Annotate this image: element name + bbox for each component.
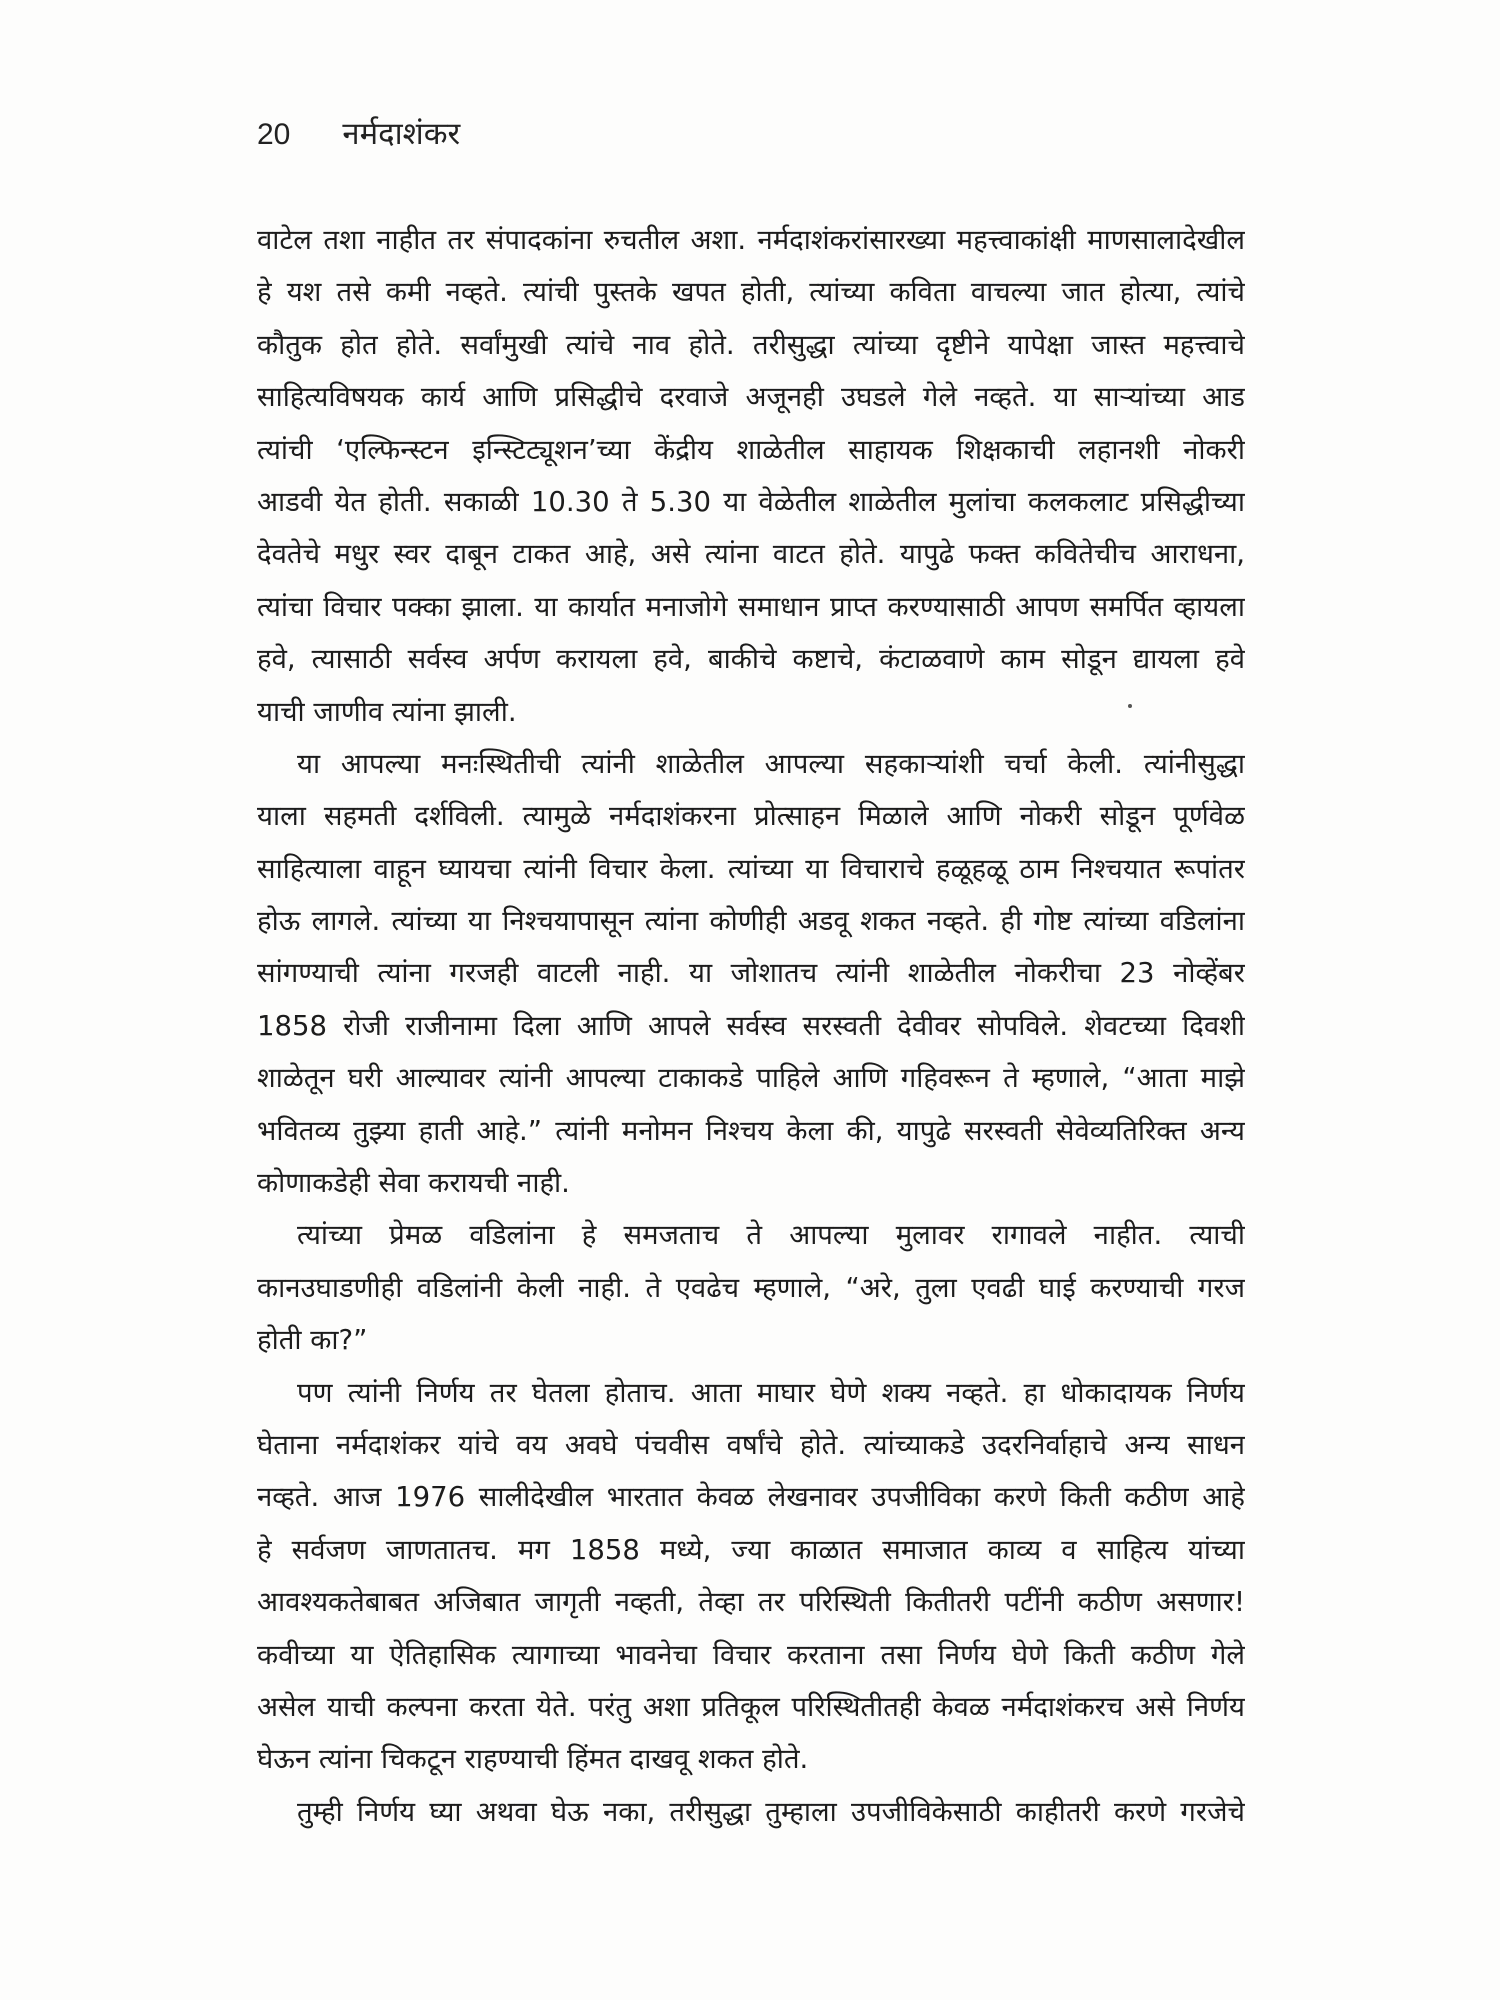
text-line: याला सहमती दर्शविली. त्यामुळे नर्मदाशंकरना प्रोत्साहन मिळाले आणि नोकरी सोडून पूर्णवेळ (257, 800, 1245, 833)
running-head (257, 112, 460, 154)
text-line: असेल याची कल्पना करता येते. परंतु अशा प्रतिकूल परिस्थितीतही केवळ नर्मदाशंकरच असे निर्णय (257, 1690, 1245, 1723)
text-line: कानउघाडणीही वडिलांनी केली नाही. ते एवढेच म्हणाले, “अरे, तुला एवढी घाई करण्याची गरज (257, 1271, 1245, 1304)
text-line: कवीच्या या ऐतिहासिक त्यागाच्या भावनेचा विचार करताना तसा निर्णय घेणे किती कठीण गेले (257, 1638, 1245, 1671)
text-line: कोणाकडेही सेवा करायची नाही. (257, 1167, 570, 1200)
text-line: सांगण्याची त्यांना गरजही वाटली नाही. या जोशातच त्यांनी शाळेतील नोकरीचा 23 नोव्हेंबर (257, 957, 1245, 990)
paragraph-first-line: तुम्ही निर्णय घ्या अथवा घेऊ नका, तरीसुद्धा तुम्हाला उपजीविकेसाठी काहीतरी करणे गरजेचे (297, 1795, 1245, 1828)
text-line: साहित्यविषयक कार्य आणि प्रसिद्धीचे दरवाजे अजूनही उघडले गेले नव्हते. या साऱ्यांच्या आड (257, 381, 1245, 414)
paragraph-first-line: त्यांच्या प्रेमळ वडिलांना हे समजताच ते आपल्या मुलावर रागावले नाहीत. त्याची (297, 1219, 1245, 1252)
text-line: आवश्यकतेबाबत अजिबात जागृती नव्हती, तेव्हा तर परिस्थिती कितीतरी पटींनी कठीण असणार! (257, 1586, 1245, 1619)
text-line: हवे, त्यासाठी सर्वस्व अर्पण करायला हवे, बाकीचे कष्टाचे, कंटाळवाणे काम सोडून द्यायला हवे (257, 643, 1245, 676)
text-line: वाटेल तशा नाहीत तर संपादकांना रुचतील अशा. नर्मदाशंकरांसारख्या महत्त्वाकांक्षी माणसालादेखील (257, 224, 1245, 256)
text-line: घेताना नर्मदाशंकर यांचे वय अवघे पंचवीस वर्षांचे होते. त्यांच्याकडे उदरनिर्वाहाचे अन्य साधन (257, 1428, 1245, 1461)
text-line: देवतेचे मधुर स्वर दाबून टाकत आहे, असे त्यांना वाटत होते. यापुढे फक्त कवितेचीच आराधना, (257, 538, 1245, 571)
text-line: शाळेतून घरी आल्यावर त्यांनी आपल्या टाकाकडे पाहिले आणि गहिवरून ते म्हणाले, “आता माझे (257, 1062, 1245, 1095)
text-line: याची जाणीव त्यांना झाली. (257, 695, 517, 728)
book-title: नर्मदाशंकर (342, 116, 461, 152)
text-line: होऊ लागले. त्यांच्या या निश्चयापासून त्यांना कोणीही अडवू शकत नव्हते. ही गोष्ट त्यांच्या वडिलांना (257, 905, 1245, 938)
text-line: हे सर्वजण जाणतातच. मग 1858 मध्ये, ज्या काळात समाजात काव्य व साहित्य यांच्या (257, 1533, 1245, 1566)
body-text (257, 214, 1245, 1838)
text-line: 1858 रोजी राजीनामा दिला आणि आपले सर्वस्व सरस्वती देवीवर सोपविले. शेवटच्या दिवशी (257, 1009, 1245, 1042)
text-line: भवितव्य तुझ्या हाती आहे.” त्यांनी मनोमन निश्चय केला की, यापुढे सरस्वती सेवेव्यतिरिक्त अन्य (257, 1114, 1245, 1147)
text-line: होती का?” (257, 1324, 368, 1357)
text-line: त्यांची ‘एल्फिन्स्टन इन्स्टिट्यूशन’च्या केंद्रीय शाळेतील साहायक शिक्षकाची लहानशी नोकरी (257, 433, 1245, 466)
text-line: साहित्याला वाहून घ्यायचा त्यांनी विचार केला. त्यांच्या या विचाराचे हळूहळू ठाम निश्चयात रूपांतर (257, 852, 1245, 885)
text-line: घेऊन त्यांना चिकटून राहण्याची हिंमत दाखवू शकत होते. (257, 1743, 809, 1776)
paragraph-first-line: पण त्यांनी निर्णय तर घेतला होताच. आता माघार घेणे शक्य नव्हते. हा धोकादायक निर्णय (297, 1376, 1245, 1409)
page-number: 20 (257, 118, 291, 151)
paragraph-first-line: या आपल्या मनःस्थितीची त्यांनी शाळेतील आपल्या सहकाऱ्यांशी चर्चा केली. त्यांनीसुद्धा (297, 747, 1245, 780)
text-line: आडवी येत होती. सकाळी 10.30 ते 5.30 या वेळेतील शाळेतील मुलांचा कलकलाट प्रसिद्धीच्या (257, 485, 1245, 518)
text-line: कौतुक होत होते. सर्वांमुखी त्यांचे नाव होते. तरीसुद्धा त्यांच्या दृष्टीने यापेक्षा जास्त महत्त्वाचे (257, 328, 1245, 361)
text-line: त्यांचा विचार पक्का झाला. या कार्यात मनाजोगे समाधान प्राप्त करण्यासाठी आपण समर्पित व्हायला (257, 590, 1245, 623)
text-line: नव्हते. आज 1976 सालीदेखील भारतात केवळ लेखनावर उपजीविका करणे किती कठीण आहे (257, 1481, 1245, 1514)
text-line: हे यश तसे कमी नव्हते. त्यांची पुस्तके खपत होती, त्यांच्या कविता वाचल्या जात होत्या, त्यांचे (257, 276, 1245, 309)
